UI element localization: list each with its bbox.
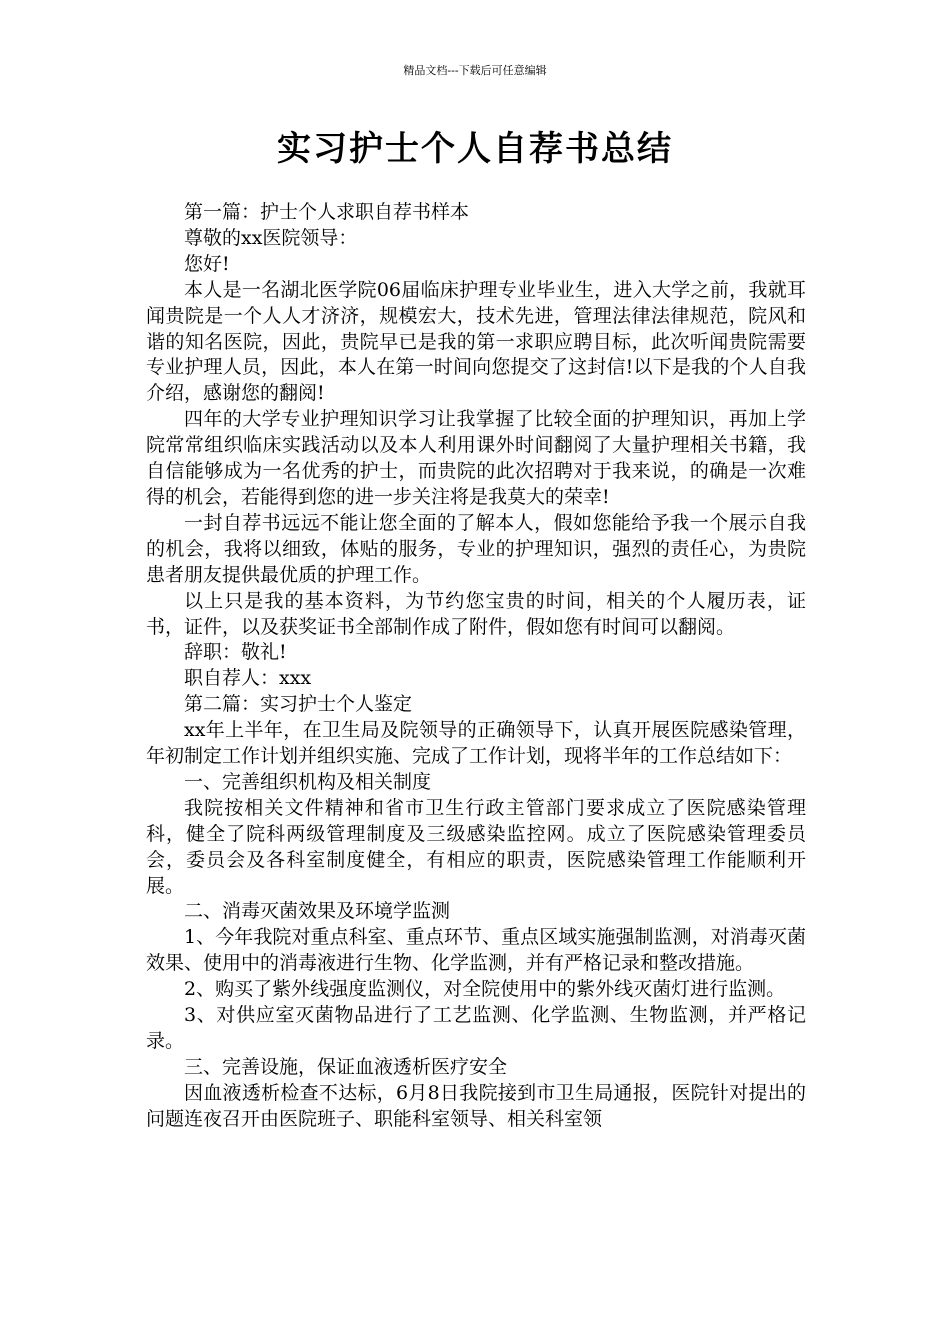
paragraph: 第一篇：护士个人求职自荐书样本 — [184, 201, 470, 223]
paragraph: 第二篇：实习护士个人鉴定 — [184, 693, 413, 716]
paragraph: 以上只是我的基本资料，为节约您宝贵的时间，相关的个人履历表，证书，证件，以及获奖证书全部制作成了附件，假如您有时间可以翻阅。 — [146, 589, 806, 638]
paragraph: 1、今年我院对重点科室、重点环节、重点区域实施强制监测，对消毒灭菌效果、使用中的消毒液进行生物、化学监测，并有严格记录和整改措施。 — [146, 926, 806, 975]
paragraph: 三、完善设施，保证血液透析医疗安全 — [184, 1055, 508, 1078]
document-title: 实习护士个人自荐书总结 — [277, 129, 673, 169]
document-body — [146, 200, 806, 1133]
paragraph: 2、购买了紫外线强度监测仪，对全院使用中的紫外线灭菌灯进行监测。 — [184, 978, 786, 1001]
paragraph: 一封自荐书远远不能让您全面的了解本人，假如您能给予我一个展示自我的机会，我将以细致，体贴的服务，专业的护理知识，强烈的责任心，为贵院患者朋友提供最优质的护理工作。 — [146, 511, 806, 586]
paragraph: xx年上半年，在卫生局及院领导的正确领导下，认真开展医院感染管理，年初制定工作计划并组织实施、完成了工作计划，现将半年的工作总结如下： — [146, 719, 806, 768]
paragraph: 一、完善组织机构及相关制度 — [184, 770, 432, 793]
paragraph: 3、对供应室灭菌物品进行了工艺监测、化学监测、生物监测，并严格记录。 — [146, 1004, 806, 1052]
paragraph: 辞职：敬礼! — [184, 641, 287, 664]
paragraph: 二、消毒灭菌效果及环境学监测 — [184, 900, 451, 923]
paragraph: 职自荐人：xxx — [184, 667, 312, 690]
paragraph: 我院按相关文件精神和省市卫生行政主管部门要求成立了医院感染管理科，健全了院科两级管理制度及三级感染监控网。成立了医院感染管理委员会，委员会及各科室制度健全，有相应的职责，医院感染管理工作能顺利开展。 — [146, 796, 806, 897]
paragraph: 因血液透析检查不达标，6月8日我院接到市卫生局通报，医院针对提出的问题连夜召开由医院班子、职能科室领导、相关科室领 — [146, 1081, 806, 1130]
paragraph: 尊敬的xx医院领导： — [184, 226, 358, 249]
paragraph: 本人是一名湖北医学院06届临床护理专业毕业生，进入大学之前，我就耳闻贵院是一个人人才济济，规模宏大，技术先进，管理法律法律规范，院风和谐的知名医院，因此，贵院早已是我的第一求职应聘目标，此次听闻贵院需要专业护理人员，因此，本人在第一时间向您提交了这封信!以下是我的个人自我介绍，感谢您的翻阅! — [146, 278, 806, 405]
paragraph: 您好! — [184, 252, 230, 275]
page-header: 精品文档---下载后可任意编辑 — [403, 64, 547, 77]
paragraph: 四年的大学专业护理知识学习让我掌握了比较全面的护理知识，再加上学院常常组织临床实践活动以及本人利用课外时间翻阅了大量护理相关书籍，我自信能够成为一名优秀的护士，而贵院的此次招聘对于我来说，的确是一次难得的机会，若能得到您的进一步关注将是我莫大的荣幸! — [146, 408, 806, 508]
